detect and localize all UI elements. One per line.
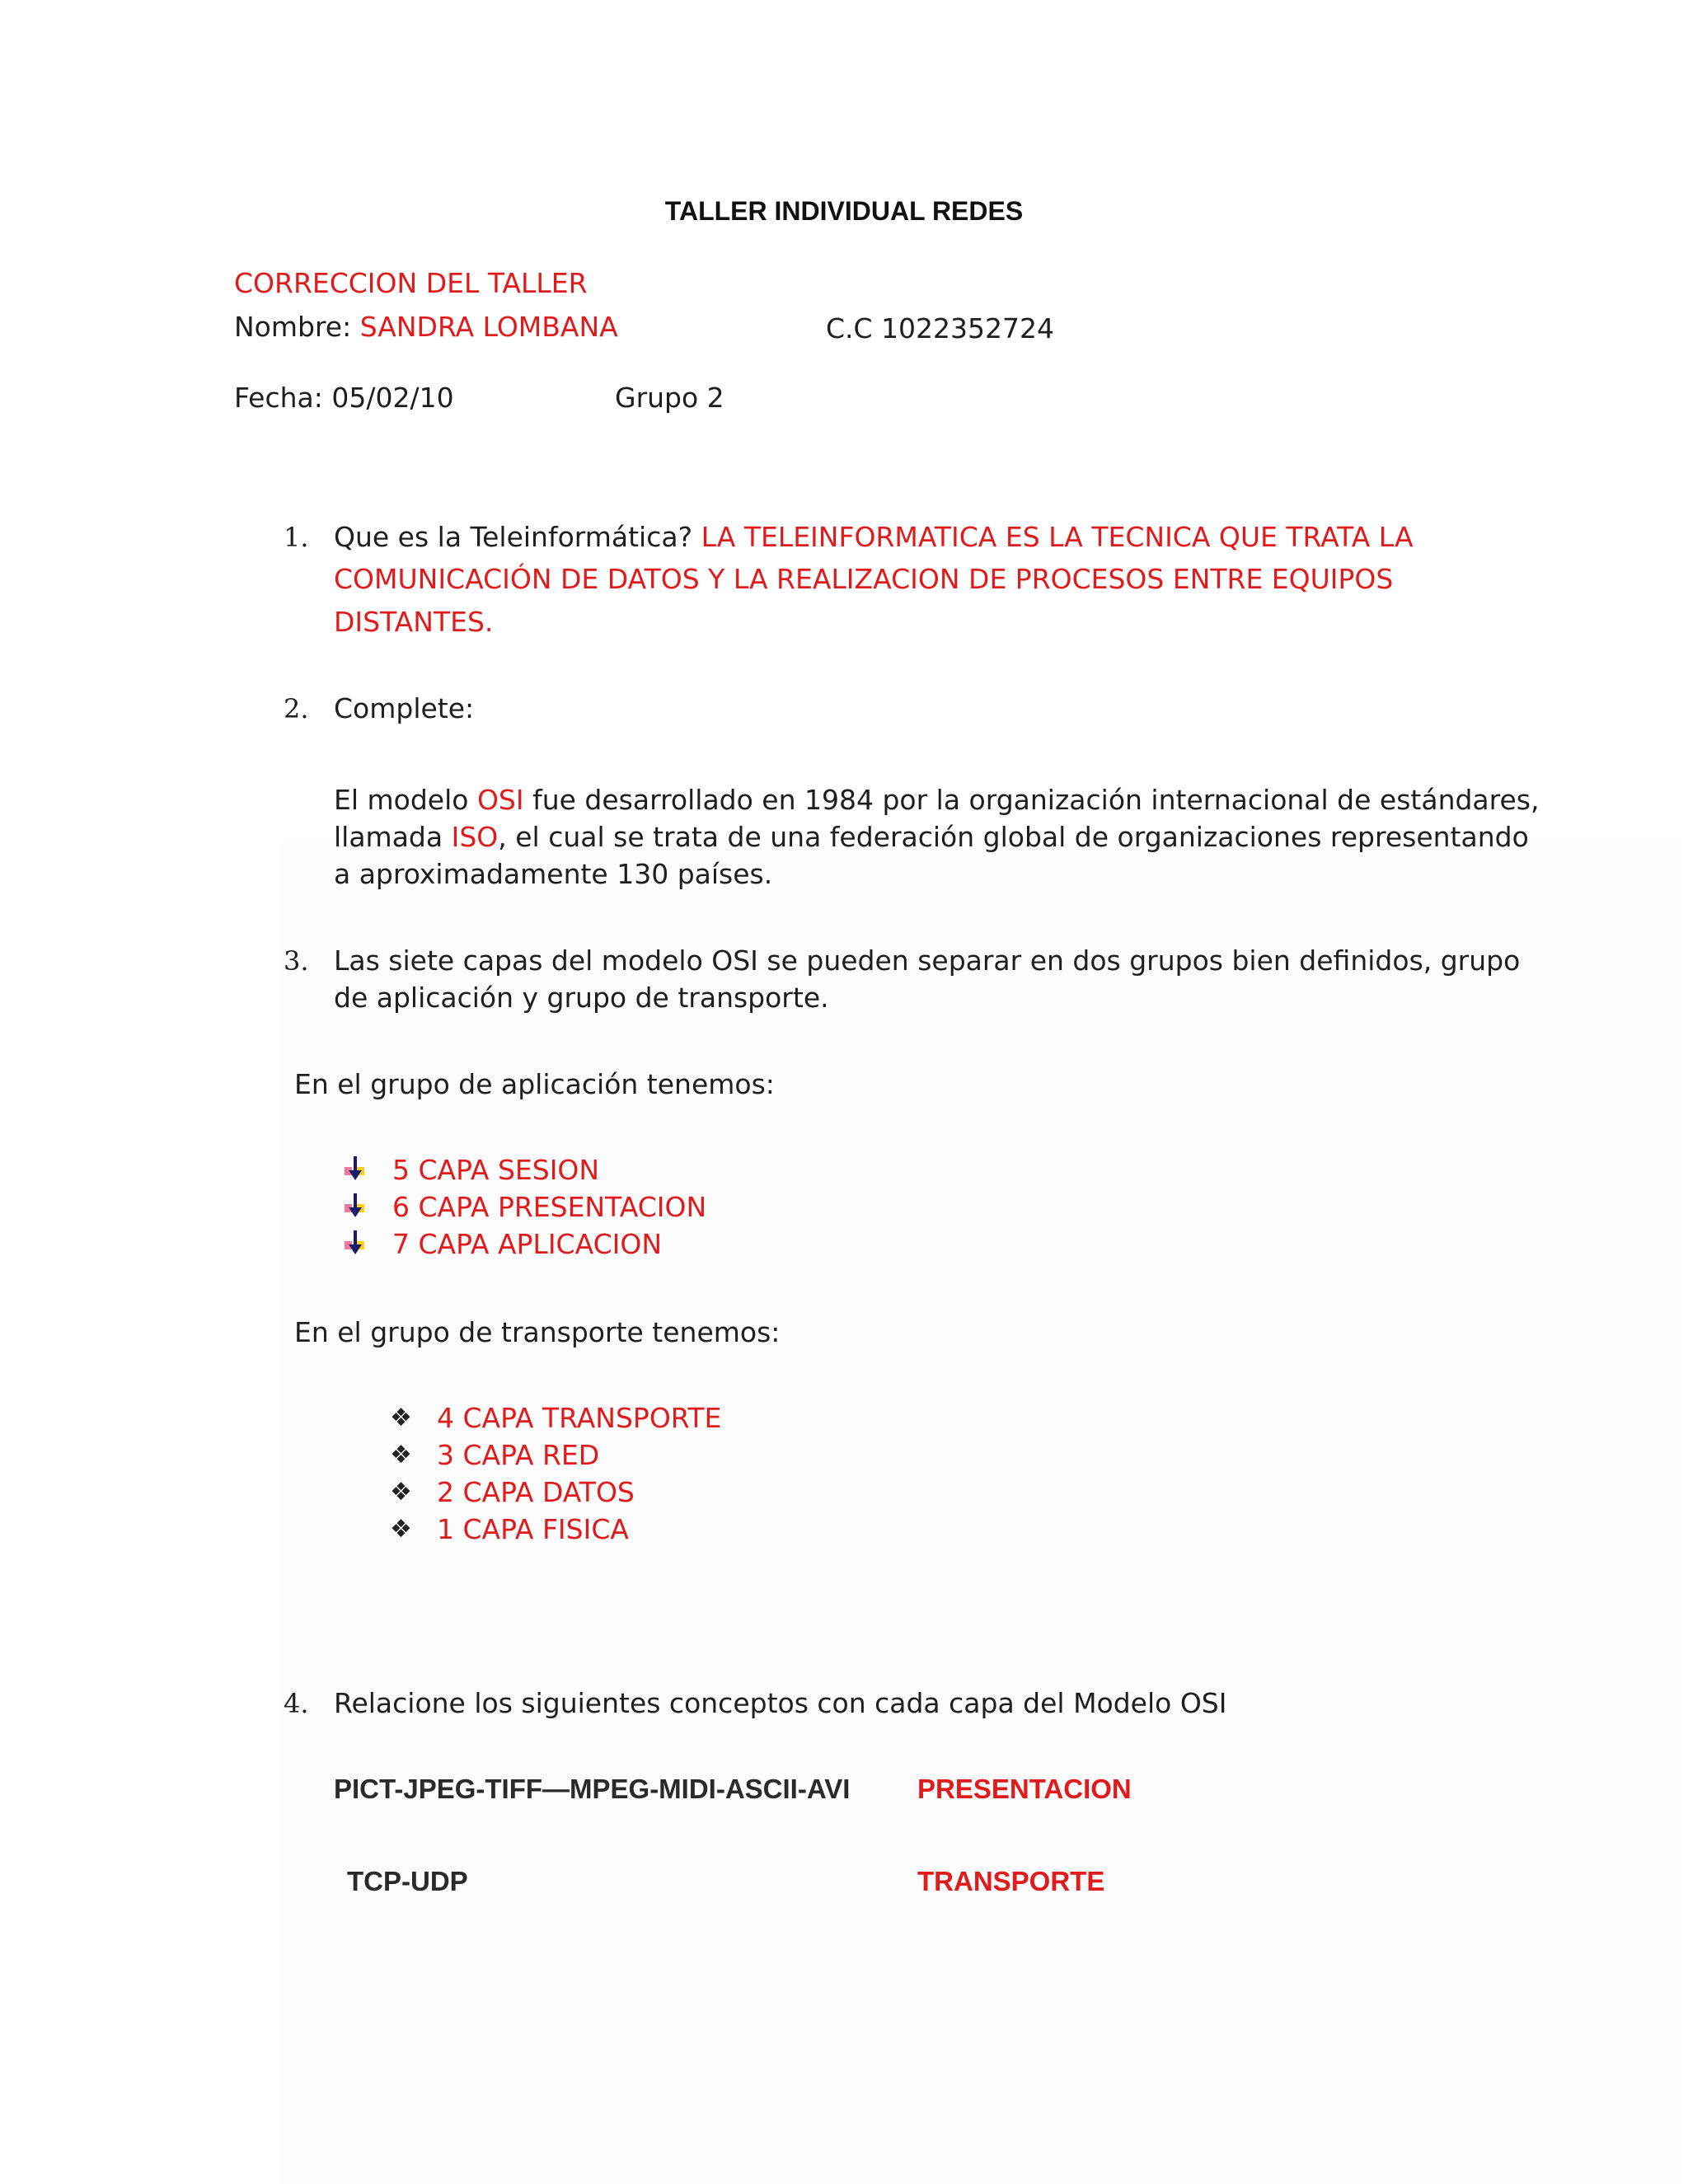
osi-answer: OSI [476, 784, 524, 816]
question-4-number: 4. [284, 1688, 309, 1719]
text-fragment: fue desarrollado en 1984 por la organización internacional de estándares, [523, 784, 1540, 816]
arrow-bullet-icon [345, 1193, 366, 1218]
question-3-line-1: Las siete capas del modelo OSI se pueden separar en dos grupos bien definidos, grupo [334, 944, 1521, 977]
question-1-answer-part-2: COMUNICACIÓN DE DATOS Y LA REALIZACION DE PROCESOS ENTRE EQUIPOS [334, 563, 1394, 595]
question-1-number: 1. [284, 522, 309, 553]
text-fragment: llamada [334, 821, 452, 853]
document-title: TALLER INDIVIDUAL REDES [664, 196, 1024, 226]
iso-answer: ISO [451, 821, 499, 853]
question-1-line-1 [334, 519, 1414, 555]
diamond-bullet-icon: ❖ [390, 1404, 412, 1432]
date-field: Fecha: 05/02/10 [234, 382, 454, 414]
concept-row-1: PICT-JPEG-TIFF—MPEG-MIDI-ASCII-AVI [334, 1774, 851, 1804]
question-1-answer-part-3: DISTANTES. [334, 606, 494, 638]
question-2-number: 2. [284, 693, 309, 724]
id-number: C.C 1022352724 [826, 312, 1055, 344]
application-layer-item: 6 CAPA PRESENTACION [392, 1191, 707, 1223]
question-2-paragraph-line-2 [334, 819, 1529, 855]
question-2-paragraph-line-1 [334, 782, 1540, 818]
layer-answer-1: PRESENTACION [917, 1774, 1132, 1804]
question-2-paragraph-line-3: a aproximadamente 130 países. [334, 858, 773, 890]
diamond-bullet-icon: ❖ [390, 1515, 412, 1544]
text-fragment: El modelo [334, 784, 477, 816]
application-layer-item: 5 CAPA SESION [392, 1154, 600, 1186]
transport-layer-item: 2 CAPA DATOS [437, 1476, 635, 1508]
diamond-bullet-icon: ❖ [390, 1478, 412, 1507]
name-line [234, 309, 618, 345]
question-1-text: Que es la Teleinformática? [334, 521, 693, 553]
name-value: SANDRA LOMBANA [359, 311, 618, 343]
transport-layer-item: 4 CAPA TRANSPORTE [437, 1402, 722, 1434]
application-group-intro: En el grupo de aplicación tenemos: [294, 1068, 775, 1100]
question-2-label: Complete: [334, 692, 475, 724]
text-fragment: , el cual se trata de una federación global de organizaciones representando [498, 821, 1529, 853]
layer-answer-2: TRANSPORTE [917, 1866, 1105, 1896]
transport-layer-item: 3 CAPA RED [437, 1439, 600, 1471]
question-3-number: 3. [284, 945, 309, 977]
concept-row-2: TCP-UDP [347, 1866, 468, 1896]
arrow-bullet-icon [345, 1230, 366, 1255]
group-field: Grupo 2 [615, 382, 724, 414]
transport-group-intro: En el grupo de transporte tenemos: [294, 1316, 781, 1348]
question-4-text: Relacione los siguientes conceptos con cada capa del Modelo OSI [334, 1687, 1227, 1719]
transport-layer-item: 1 CAPA FISICA [437, 1513, 629, 1545]
name-label: Nombre: [234, 311, 352, 343]
diamond-bullet-icon: ❖ [390, 1441, 412, 1469]
correction-heading: CORRECCION DEL TALLER [234, 267, 588, 299]
application-layer-item: 7 CAPA APLICACION [392, 1228, 663, 1260]
question-3-line-2: de aplicación y grupo de transporte. [334, 982, 829, 1014]
arrow-bullet-icon [345, 1156, 366, 1181]
question-1-answer-part-1: LA TELEINFORMATICA ES LA TECNICA QUE TRATA LA [701, 521, 1414, 553]
